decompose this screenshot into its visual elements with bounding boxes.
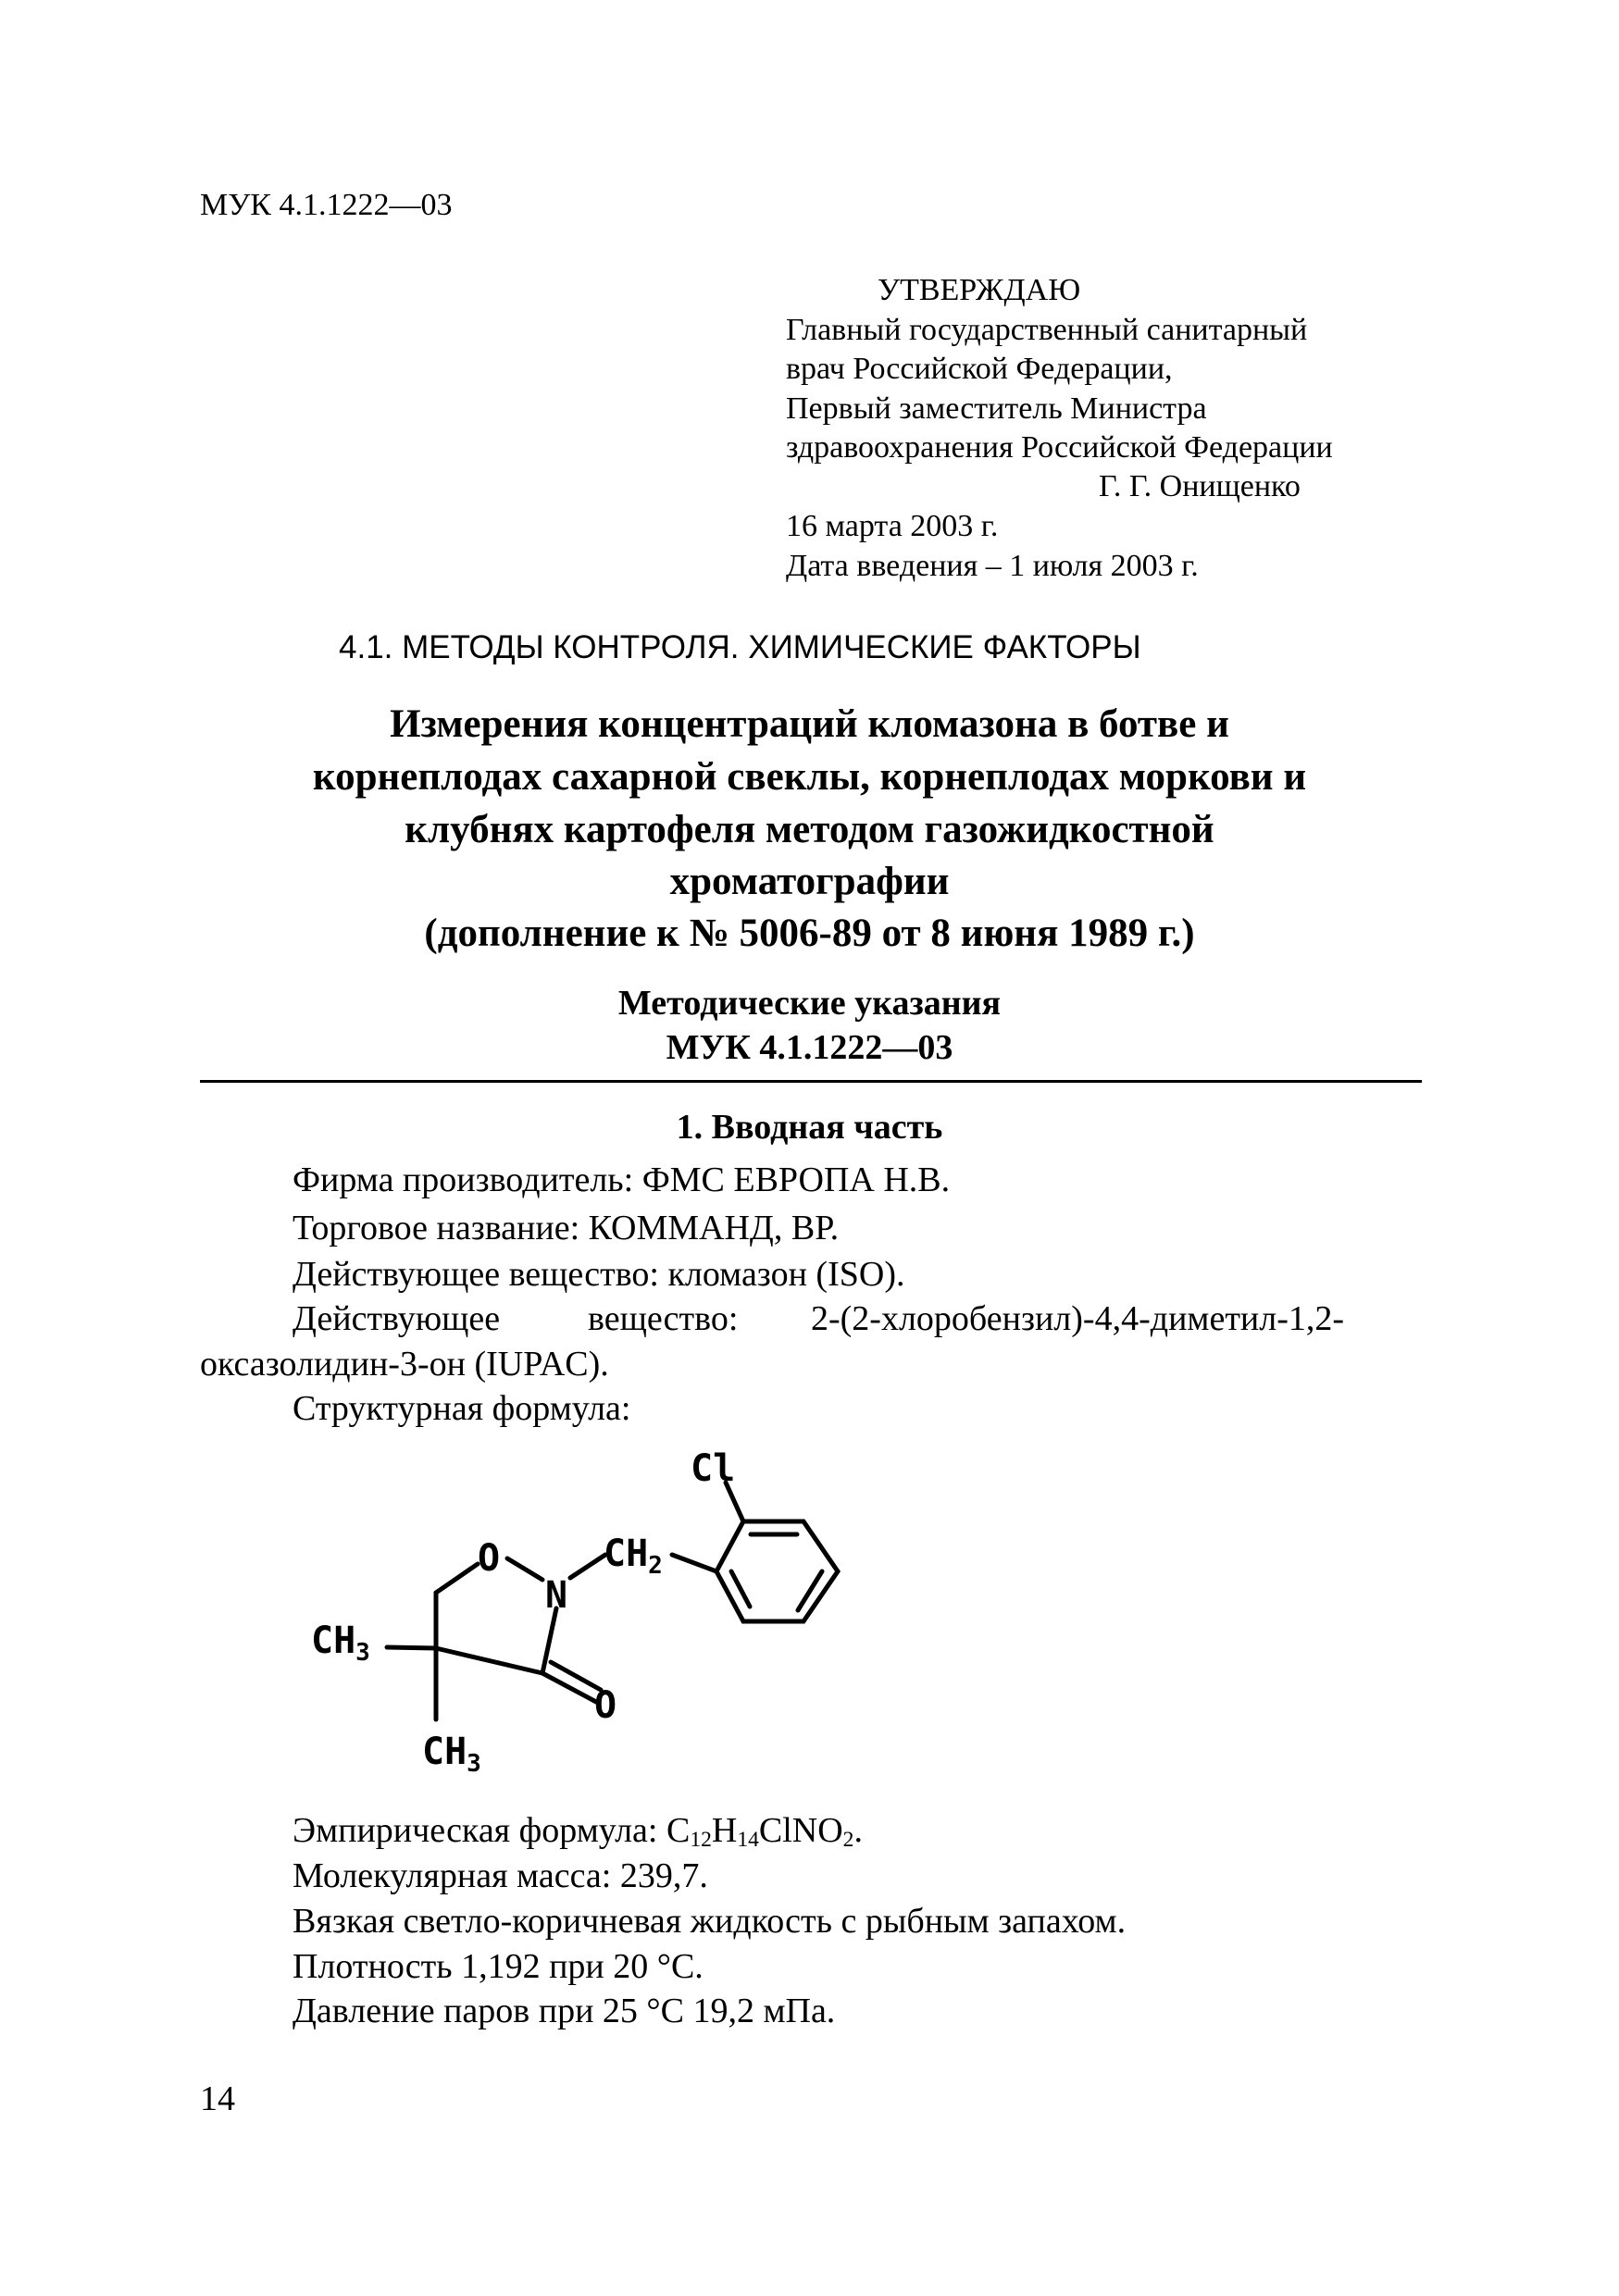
page-number: 14	[200, 2079, 235, 2118]
bond-c5-o	[436, 1564, 478, 1593]
title-line: Измерения концентраций кломазона в ботве и	[390, 702, 1229, 746]
active-substance-iupac-continued: оксазолидин-3-он (IUPAC).	[200, 1345, 609, 1384]
bond-carbonyl-2	[551, 1662, 601, 1690]
bond-ch2-ring	[672, 1555, 716, 1571]
subtitle-code: МУК 4.1.1222—03	[666, 1028, 953, 1067]
structural-formula-label: Структурная формула:	[293, 1389, 631, 1428]
clomazone-structure-drawing	[293, 1444, 866, 1795]
section-heading: 4.1. МЕТОДЫ КОНТРОЛЯ. ХИМИЧЕСКИЕ ФАКТОРЫ	[339, 629, 1141, 665]
document-code: МУК 4.1.1222—03	[200, 188, 453, 222]
group-ch2: $CH_2$	[604, 1533, 663, 1580]
approval-line: Первый заместитель Министра	[786, 391, 1207, 426]
approval-date: 16 марта 2003 г.	[786, 509, 999, 543]
benzene-double-2	[798, 1571, 822, 1610]
title-line: клубнях картофеля методом газожидкостной	[405, 808, 1214, 851]
density: Плотность 1,192 при 20 °С.	[293, 1947, 704, 1986]
approval-title: УТВЕРЖДАЮ	[878, 273, 1081, 307]
bond-o-n	[507, 1558, 542, 1580]
bond-methyl-left	[387, 1647, 436, 1648]
group-ch3-bottom: $CH_3$	[422, 1731, 481, 1778]
approval-line: врач Российской Федерации,	[786, 352, 1173, 386]
title-line: хроматографии	[669, 860, 950, 903]
atom-o-carbonyl: O	[594, 1684, 617, 1727]
approval-line: Главный государственный санитарный	[786, 313, 1308, 347]
bond-c4-c3	[436, 1648, 542, 1673]
atom-n: N	[545, 1574, 568, 1617]
atom-cl: Cl	[691, 1447, 736, 1490]
intro-heading: 1. Вводная часть	[676, 1108, 943, 1147]
active-substance-iupac-word: Действующее	[293, 1299, 501, 1338]
vapor-pressure: Давление паров при 25 °С 19,2 мПа.	[293, 1992, 836, 2030]
group-ch3-left: $CH_3$	[311, 1620, 370, 1667]
horizontal-rule	[200, 1080, 1422, 1083]
empirical-formula: Эмпирическая формула: $C_{12}H_{14}ClNO_2$.	[293, 1811, 863, 1853]
structural-formula	[293, 1444, 866, 1800]
molecular-mass: Молекулярная масса: 239,7.	[293, 1856, 708, 1895]
trade-name: Торговое название: КОММАНД, ВР.	[293, 1209, 840, 1247]
atom-o-ring: O	[478, 1537, 501, 1580]
manufacturer: Фирма производитель: ФМС ЕВРОПА Н.В.	[293, 1160, 951, 1199]
bond-carbonyl-1	[542, 1673, 596, 1702]
title-line: корнеплодах сахарной свеклы, корнеплодах моркови и	[312, 755, 1307, 799]
title-line: (дополнение к № 5006-89 от 8 июня 1989 г.)	[424, 912, 1195, 955]
active-substance-iso: Действующее вещество: кломазон (ISO).	[293, 1255, 905, 1294]
bond-n-ch2	[570, 1555, 605, 1578]
active-substance-iupac-name: 2-(2-хлоробензил)-4,4-диметил-1,2-	[811, 1299, 1345, 1338]
introduction-date: Дата введения – 1 июля 2003 г.	[786, 549, 1199, 583]
active-substance-iupac-word: вещество:	[588, 1299, 739, 1338]
subtitle-type: Методические указания	[617, 984, 1002, 1023]
approval-line: здравоохранения Российской Федерации	[786, 430, 1333, 465]
approval-signatory: Г. Г. Онищенко	[1099, 469, 1301, 503]
appearance: Вязкая светло-коричневая жидкость с рыбным запахом.	[293, 1902, 1127, 1941]
